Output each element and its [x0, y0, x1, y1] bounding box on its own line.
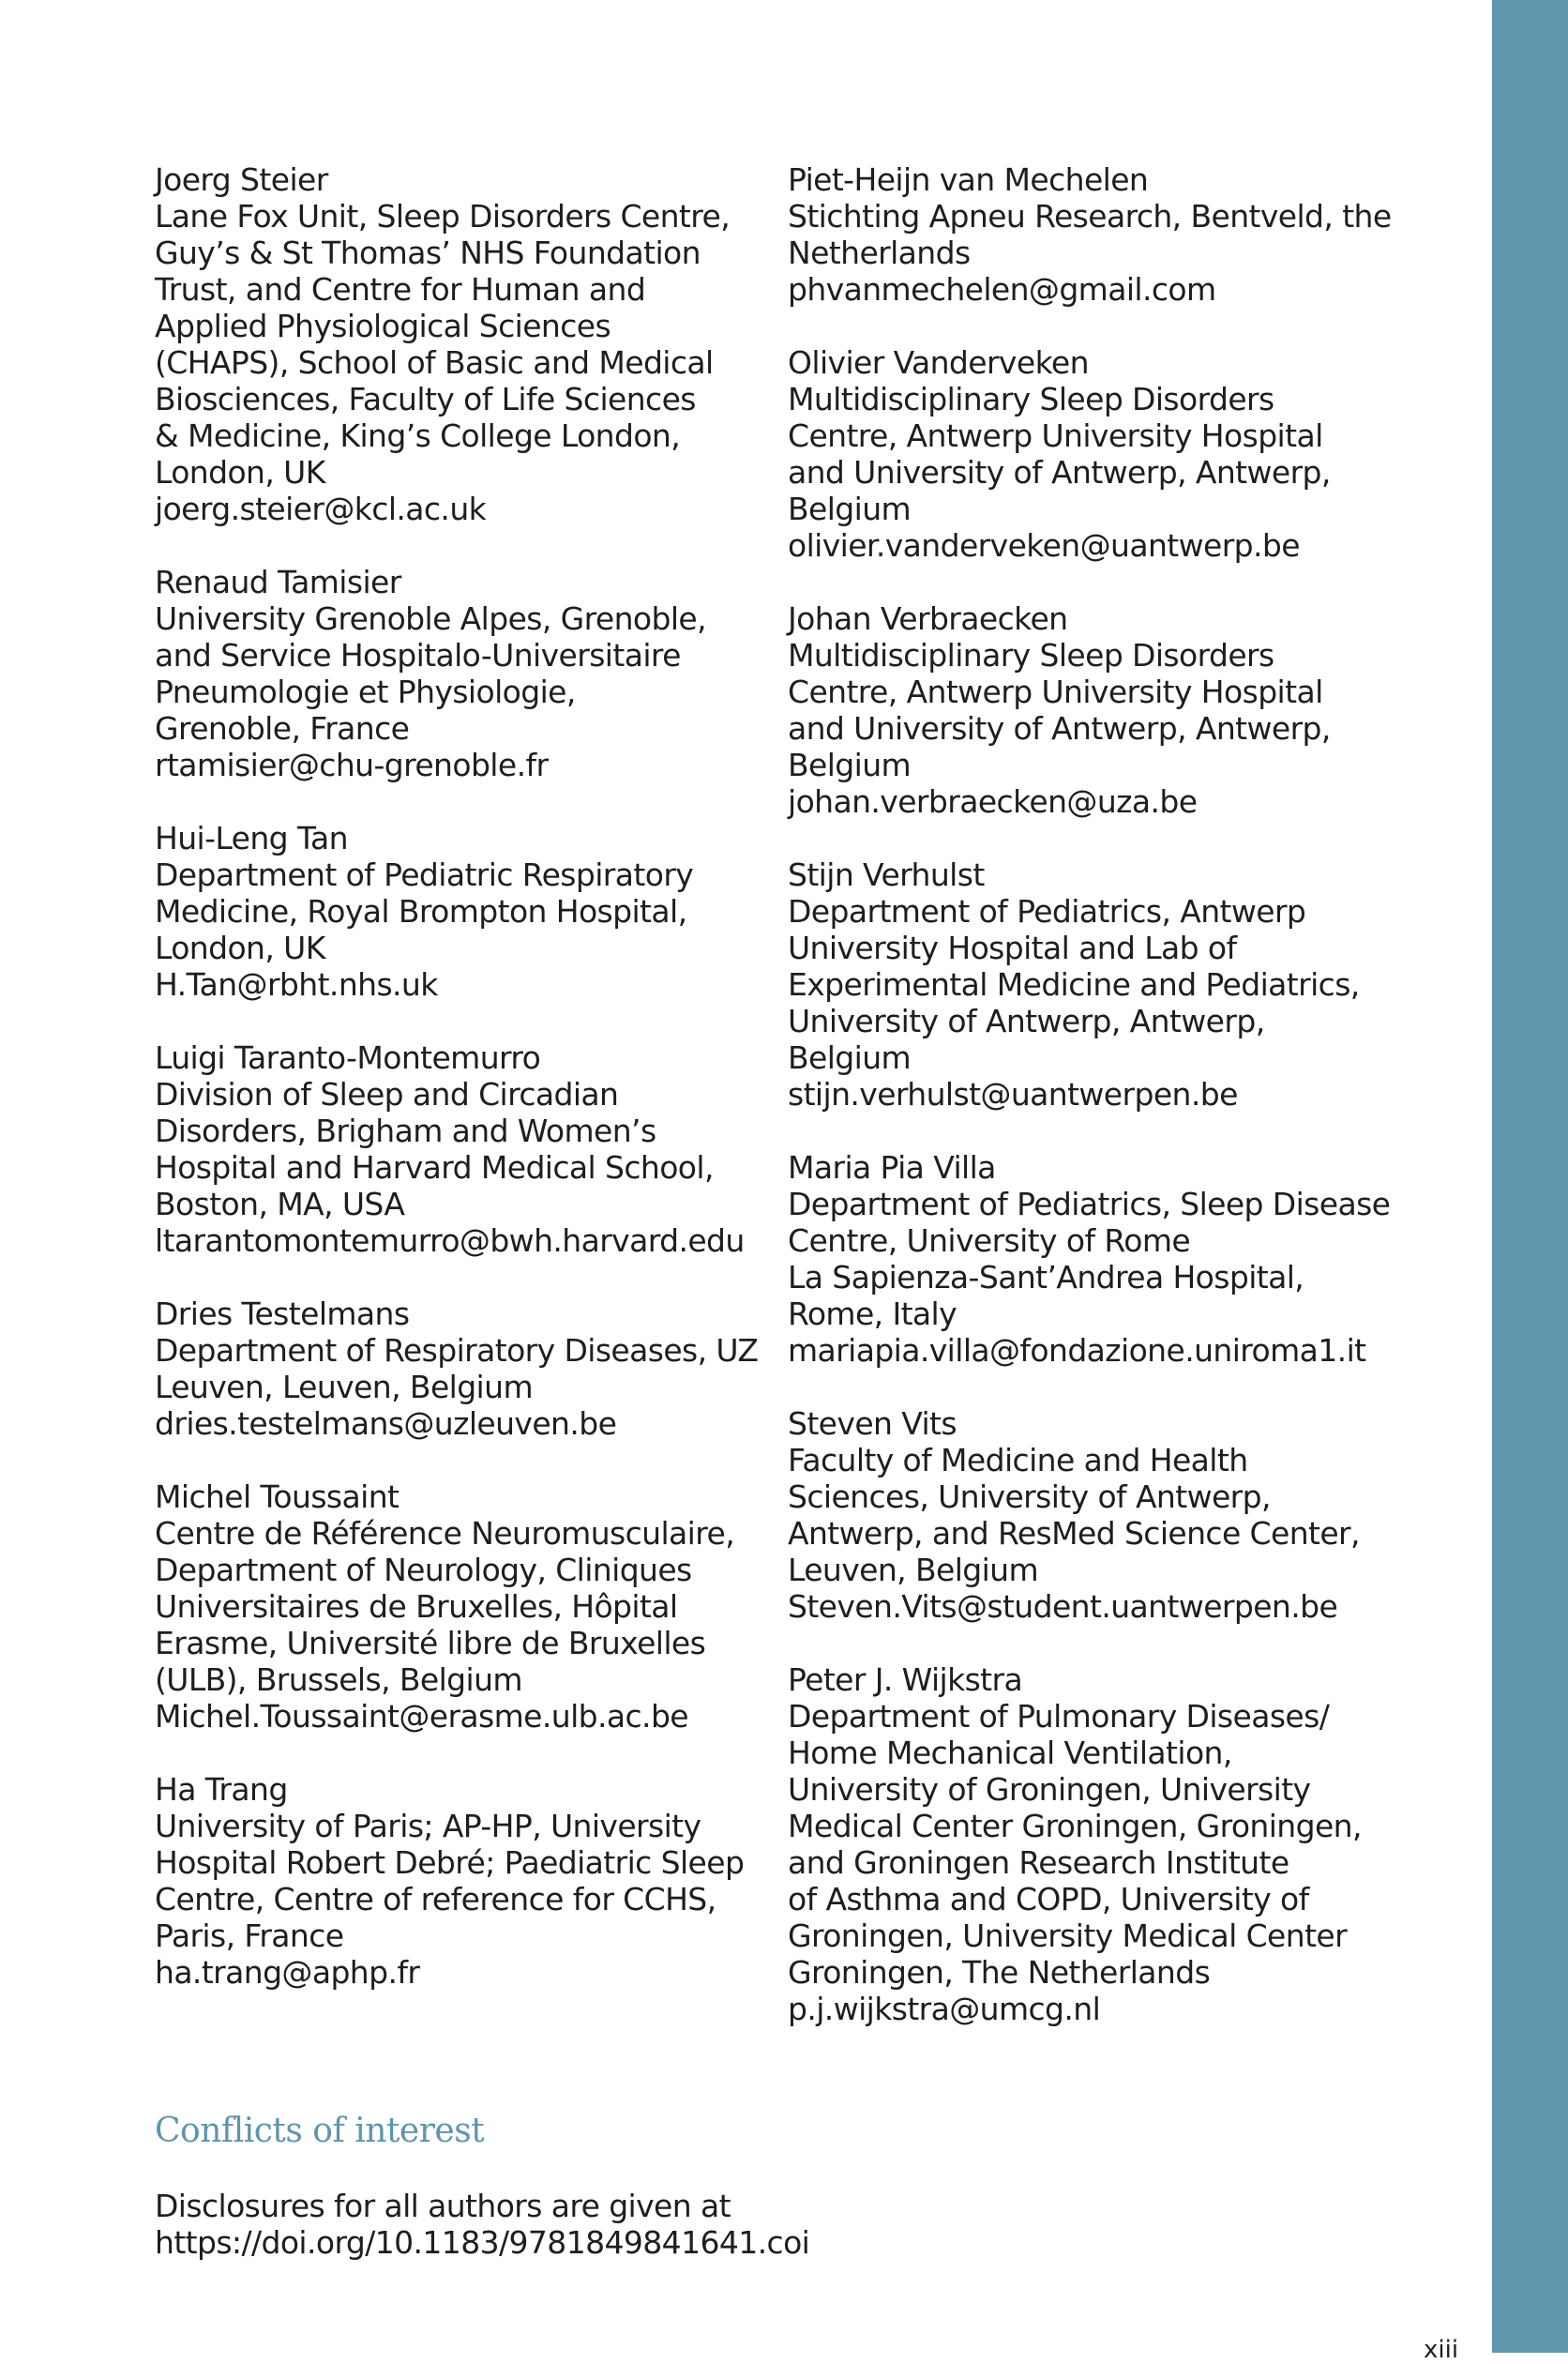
contributor-affiliation-line: of Asthma and COPD, University of: [788, 1881, 1309, 1917]
contributor-entry: [155, 820, 755, 1003]
contributors-left-column: [155, 161, 759, 2027]
contributor-name: Dries Testelmans: [155, 1296, 410, 1332]
contributor-affiliation-line: Centre, University of Rome: [788, 1222, 1191, 1259]
contributor-affiliation-line: Belgium: [788, 491, 912, 527]
contributor-email[interactable]: dries.testelmans@uzleuven.be: [155, 1405, 617, 1442]
contributor-entry: [155, 1039, 755, 1259]
contributor-affiliation-line: Experimental Medicine and Pediatrics,: [788, 966, 1360, 1003]
contributor-email[interactable]: ltarantomontemurro@bwh.harvard.edu: [155, 1222, 745, 1259]
contributor-email[interactable]: ha.trang@aphp.fr: [155, 1954, 420, 1991]
contributor-affiliation-line: Biosciences, Faculty of Life Sciences: [155, 381, 696, 417]
contributor-entry: [788, 600, 1388, 820]
contributor-affiliation-line: Department of Pediatric Respiratory: [155, 856, 694, 893]
contributor-name: Stijn Verhulst: [788, 856, 985, 893]
contributor-affiliation-line: Groningen, University Medical Center: [788, 1917, 1348, 1954]
contributor-email[interactable]: Steven.Vits@student.uantwerpen.be: [788, 1588, 1338, 1625]
contributor-affiliation-line: Belgium: [788, 747, 912, 783]
contributor-affiliation-line: London, UK: [155, 454, 325, 491]
contributor-email[interactable]: stijn.verhulst@uantwerpen.be: [788, 1076, 1238, 1113]
contributor-affiliation-line: Faculty of Medicine and Health: [788, 1442, 1248, 1478]
contributor-entry: [788, 344, 1388, 564]
contributor-affiliation-line: Home Mechanical Ventilation,: [788, 1735, 1232, 1771]
contributor-affiliation-line: Netherlands: [788, 235, 971, 271]
contributor-affiliation-line: University of Paris; AP-HP, University: [155, 1808, 701, 1844]
contributor-affiliation-line: Centre, Centre of reference for CCHS,: [155, 1881, 716, 1917]
contributor-affiliation-line: Universitaires de Bruxelles, Hôpital: [155, 1588, 678, 1625]
contributor-affiliation-line: Division of Sleep and Circadian: [155, 1076, 619, 1113]
contributor-affiliation-line: Leuven, Belgium: [788, 1552, 1039, 1588]
contributor-affiliation-line: Department of Pediatrics, Antwerp: [788, 893, 1306, 930]
contributor-affiliation-line: University of Groningen, University: [788, 1771, 1311, 1808]
contributor-affiliation-line: La Sapienza-Sant’Andrea Hospital,: [788, 1259, 1304, 1296]
contributor-affiliation-line: Pneumologie et Physiologie,: [155, 674, 576, 710]
contributor-name: Johan Verbraecken: [788, 600, 1068, 637]
conflicts-doi-link[interactable]: https://doi.org/10.1183/9781849841641.coi: [155, 2224, 810, 2261]
contributor-affiliation-line: Rome, Italy: [788, 1296, 957, 1332]
contributor-affiliation-line: Grenoble, France: [155, 710, 410, 747]
contributor-email[interactable]: johan.verbraecken@uza.be: [788, 783, 1198, 820]
contributor-name: Maria Pia Villa: [788, 1149, 996, 1186]
contributor-affiliation-line: Antwerp, and ResMed Science Center,: [788, 1515, 1360, 1552]
contributor-affiliation-line: (CHAPS), School of Basic and Medical: [155, 344, 714, 381]
contributor-name: Peter J. Wijkstra: [788, 1661, 1023, 1698]
page-number: xiii: [1424, 2336, 1459, 2364]
contributor-affiliation-line: Boston, MA, USA: [155, 1186, 405, 1222]
contributor-email[interactable]: phvanmechelen@gmail.com: [788, 271, 1216, 308]
contributor-affiliation-line: Medicine, Royal Brompton Hospital,: [155, 893, 687, 930]
contributors-right-column: [788, 161, 1392, 2064]
contributor-entry: [788, 161, 1392, 308]
contributor-affiliation-line: Medical Center Groningen, Groningen,: [788, 1808, 1362, 1844]
contributor-email[interactable]: H.Tan@rbht.nhs.uk: [155, 966, 438, 1003]
contributor-name: Michel Toussaint: [155, 1478, 400, 1515]
contributor-name: Piet-Heijn van Mechelen: [788, 161, 1149, 198]
contributor-name: Olivier Vanderveken: [788, 344, 1089, 381]
contributor-affiliation-line: and Groningen Research Institute: [788, 1844, 1289, 1881]
conflicts-heading: Conflicts of interest: [155, 2112, 485, 2150]
contributor-affiliation-line: and Service Hospitalo-Universitaire: [155, 637, 681, 674]
contributor-affiliation-line: Lane Fox Unit, Sleep Disorders Centre,: [155, 198, 731, 235]
contributor-affiliation-line: Paris, France: [155, 1917, 344, 1954]
contributor-email[interactable]: olivier.vanderveken@uantwerp.be: [788, 527, 1300, 564]
contributor-name: Hui-Leng Tan: [155, 820, 348, 856]
contributor-affiliation-line: Guy’s & St Thomas’ NHS Foundation: [155, 235, 701, 271]
contributor-affiliation-line: Department of Pulmonary Diseases/: [788, 1698, 1330, 1735]
contributor-affiliation-line: London, UK: [155, 930, 325, 966]
contributor-entry: [788, 856, 1388, 1113]
contributor-affiliation-line: Department of Pediatrics, Sleep Disease: [788, 1186, 1391, 1222]
contributor-affiliation-line: University Hospital and Lab of: [788, 930, 1237, 966]
contributor-affiliation-line: Department of Respiratory Diseases, UZ: [155, 1332, 759, 1369]
contributor-email[interactable]: rtamisier@chu-grenoble.fr: [155, 747, 549, 783]
contributor-affiliation-line: Trust, and Centre for Human and: [155, 271, 646, 308]
contributor-affiliation-line: and University of Antwerp, Antwerp,: [788, 454, 1331, 491]
contributor-email[interactable]: p.j.wijkstra@umcg.nl: [788, 1991, 1101, 2027]
contributor-affiliation-line: Centre, Antwerp University Hospital: [788, 674, 1323, 710]
contributor-entry: [155, 161, 755, 527]
conflicts-text-line: Disclosures for all authors are given at: [155, 2188, 731, 2224]
contributor-affiliation-line: Hospital Robert Debré; Paediatric Sleep: [155, 1844, 745, 1881]
contributor-affiliation-line: and University of Antwerp, Antwerp,: [788, 710, 1331, 747]
conflicts-body: [155, 2188, 999, 2261]
contributor-name: Renaud Tamisier: [155, 564, 401, 600]
contributor-entry: [155, 1296, 759, 1442]
contributor-affiliation-line: University Grenoble Alpes, Grenoble,: [155, 600, 706, 637]
contributor-affiliation-line: & Medicine, King’s College London,: [155, 417, 681, 454]
contributor-name: Steven Vits: [788, 1405, 957, 1442]
contributor-affiliation-line: Centre, Antwerp University Hospital: [788, 417, 1323, 454]
contributor-affiliation-line: (ULB), Brussels, Belgium: [155, 1661, 522, 1698]
contributor-email[interactable]: joerg.steier@kcl.ac.uk: [155, 491, 487, 527]
contributor-affiliation-line: Erasme, Université libre de Bruxelles: [155, 1625, 706, 1661]
contributor-affiliation-line: Sciences, University of Antwerp,: [788, 1478, 1271, 1515]
contributor-name: Joerg Steier: [155, 161, 328, 198]
contributor-entry: [155, 1478, 755, 1735]
side-accent-bar: [1492, 0, 1568, 2353]
contributor-name: Ha Trang: [155, 1771, 288, 1808]
contributor-entry: [788, 1149, 1391, 1369]
contributor-affiliation-line: Multidisciplinary Sleep Disorders: [788, 637, 1274, 674]
contributor-email[interactable]: Michel.Toussaint@erasme.ulb.ac.be: [155, 1698, 688, 1735]
contributor-affiliation-line: Applied Physiological Sciences: [155, 308, 611, 344]
contributor-email[interactable]: mariapia.villa@fondazione.uniroma1.it: [788, 1332, 1366, 1369]
contributor-affiliation-line: Multidisciplinary Sleep Disorders: [788, 381, 1274, 417]
contributor-entry: [155, 1771, 755, 1991]
contributor-entry: [155, 564, 755, 783]
contributor-affiliation-line: Leuven, Leuven, Belgium: [155, 1369, 533, 1405]
contributor-affiliation-line: Belgium: [788, 1039, 912, 1076]
contributor-affiliation-line: Department of Neurology, Cliniques: [155, 1552, 692, 1588]
contributor-name: Luigi Taranto-Montemurro: [155, 1039, 541, 1076]
contributor-entry: [788, 1405, 1388, 1625]
contributor-affiliation-line: Stichting Apneu Research, Bentveld, the: [788, 198, 1392, 235]
contributor-affiliation-line: Centre de Référence Neuromusculaire,: [155, 1515, 735, 1552]
contributor-affiliation-line: Disorders, Brigham and Women’s: [155, 1113, 656, 1149]
contributor-entry: [788, 1661, 1388, 2027]
contributor-affiliation-line: Hospital and Harvard Medical School,: [155, 1149, 714, 1186]
contributor-affiliation-line: Groningen, The Netherlands: [788, 1954, 1211, 1991]
contributor-affiliation-line: University of Antwerp, Antwerp,: [788, 1003, 1265, 1039]
